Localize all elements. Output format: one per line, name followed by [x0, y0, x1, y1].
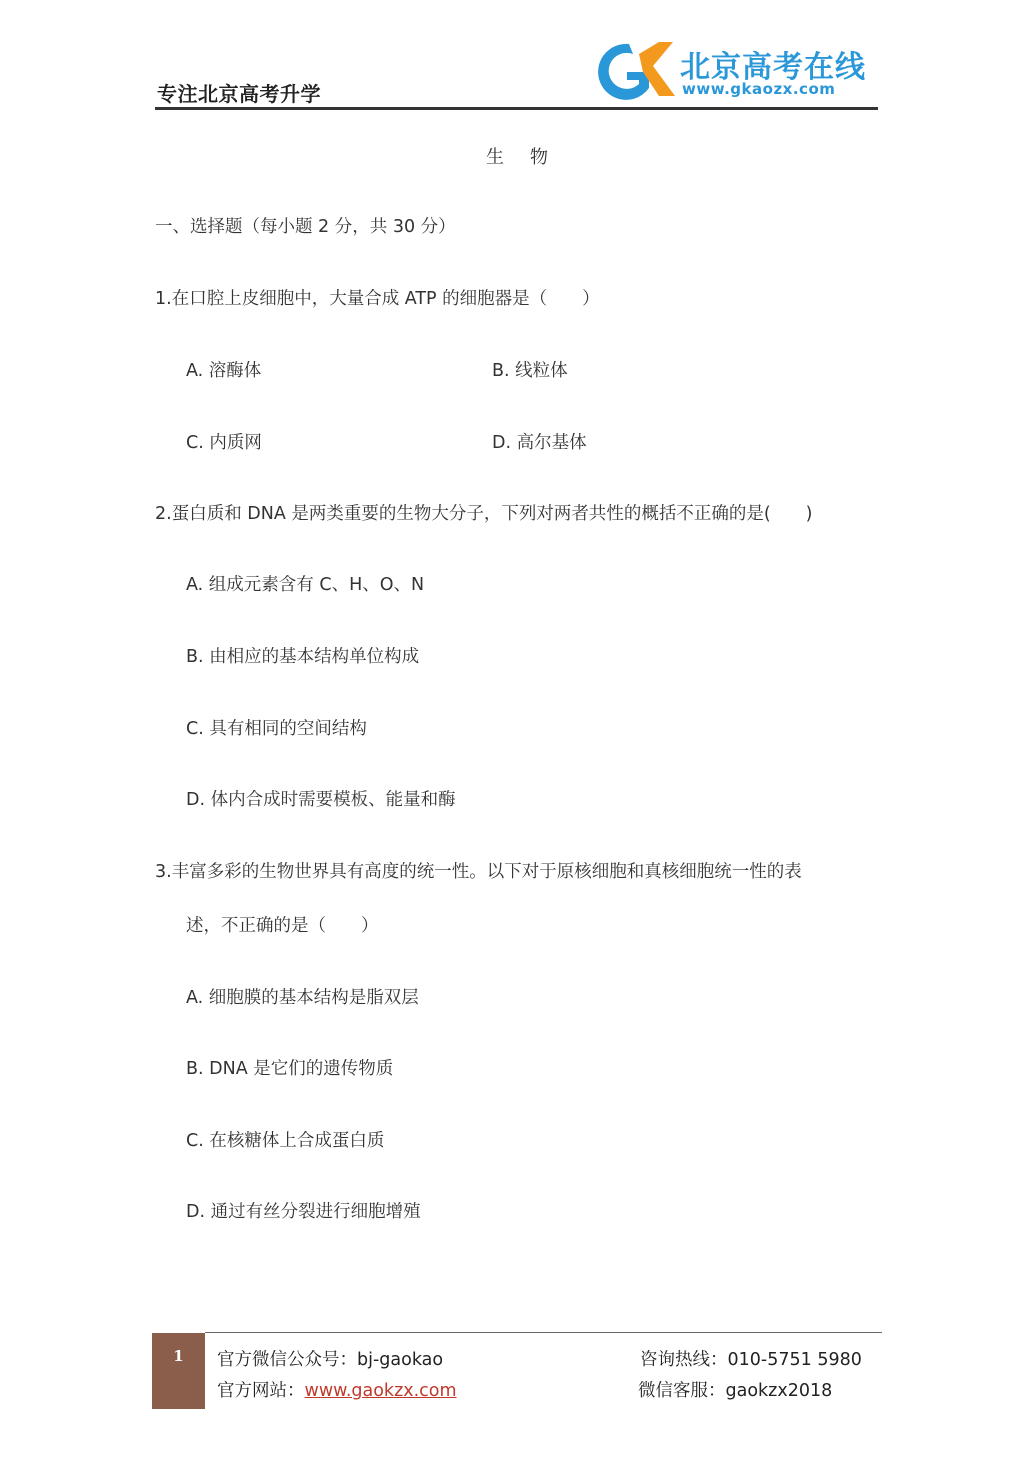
logo-text: 北京高考在线 — [680, 50, 866, 85]
section-heading: 一、选择题（每小题 2 分，共 30 分） — [155, 217, 456, 237]
question-2-stem: 2.蛋白质和 DNA 是两类重要的生物大分子，下列对两者共性的概括不正确的是( ) — [155, 504, 813, 524]
question-2-option-c: C. 具有相同的空间结构 — [186, 719, 367, 739]
question-3-option-a: A. 细胞膜的基本结构是脂双层 — [186, 988, 419, 1008]
question-3-option-d: D. 通过有丝分裂进行细胞增殖 — [186, 1202, 421, 1222]
header-divider — [155, 107, 878, 110]
footer-website-link[interactable]: www.gaokzx.com — [304, 1381, 457, 1401]
question-3-stem-line-2: 述，不正确的是（ ） — [186, 916, 379, 936]
question-1-option-d: D. 高尔基体 — [492, 433, 587, 453]
question-2-option-d: D. 体内合成时需要模板、能量和酶 — [186, 790, 456, 810]
question-1-stem: 1.在口腔上皮细胞中，大量合成 ATP 的细胞器是（ ） — [155, 289, 600, 309]
question-2-option-b: B. 由相应的基本结构单位构成 — [186, 647, 420, 667]
footer-wechat: 官方微信公众号：bj-gaokao — [217, 1350, 444, 1370]
question-3-option-c: C. 在核糖体上合成蛋白质 — [186, 1131, 385, 1151]
footer-hotline: 咨询热线：010-5751 5980 — [640, 1350, 862, 1370]
page-number: 1 — [152, 1333, 205, 1409]
footer-divider — [205, 1332, 882, 1333]
question-2-option-a: A. 组成元素含有 C、H、O、N — [186, 575, 425, 595]
question-3-option-b: B. DNA 是它们的遗传物质 — [186, 1059, 394, 1079]
question-3-stem-line-1: 3.丰富多彩的生物世界具有高度的统一性。以下对于原核细胞和真核细胞统一性的表 — [155, 862, 802, 882]
footer-website-label: 官方网站： — [217, 1381, 305, 1401]
header-tagline: 专注北京高考升学 — [157, 82, 321, 106]
footer-service: 微信客服：gaokzx2018 — [638, 1381, 833, 1401]
question-1-option-a: A. 溶酶体 — [186, 361, 262, 381]
logo-url: www.gkaozx.com — [682, 80, 836, 98]
footer-website — [217, 1377, 457, 1402]
question-1-option-c: C. 内质网 — [186, 433, 262, 453]
question-1-option-b: B. 线粒体 — [492, 361, 568, 381]
page-title: 生物 — [486, 147, 574, 168]
